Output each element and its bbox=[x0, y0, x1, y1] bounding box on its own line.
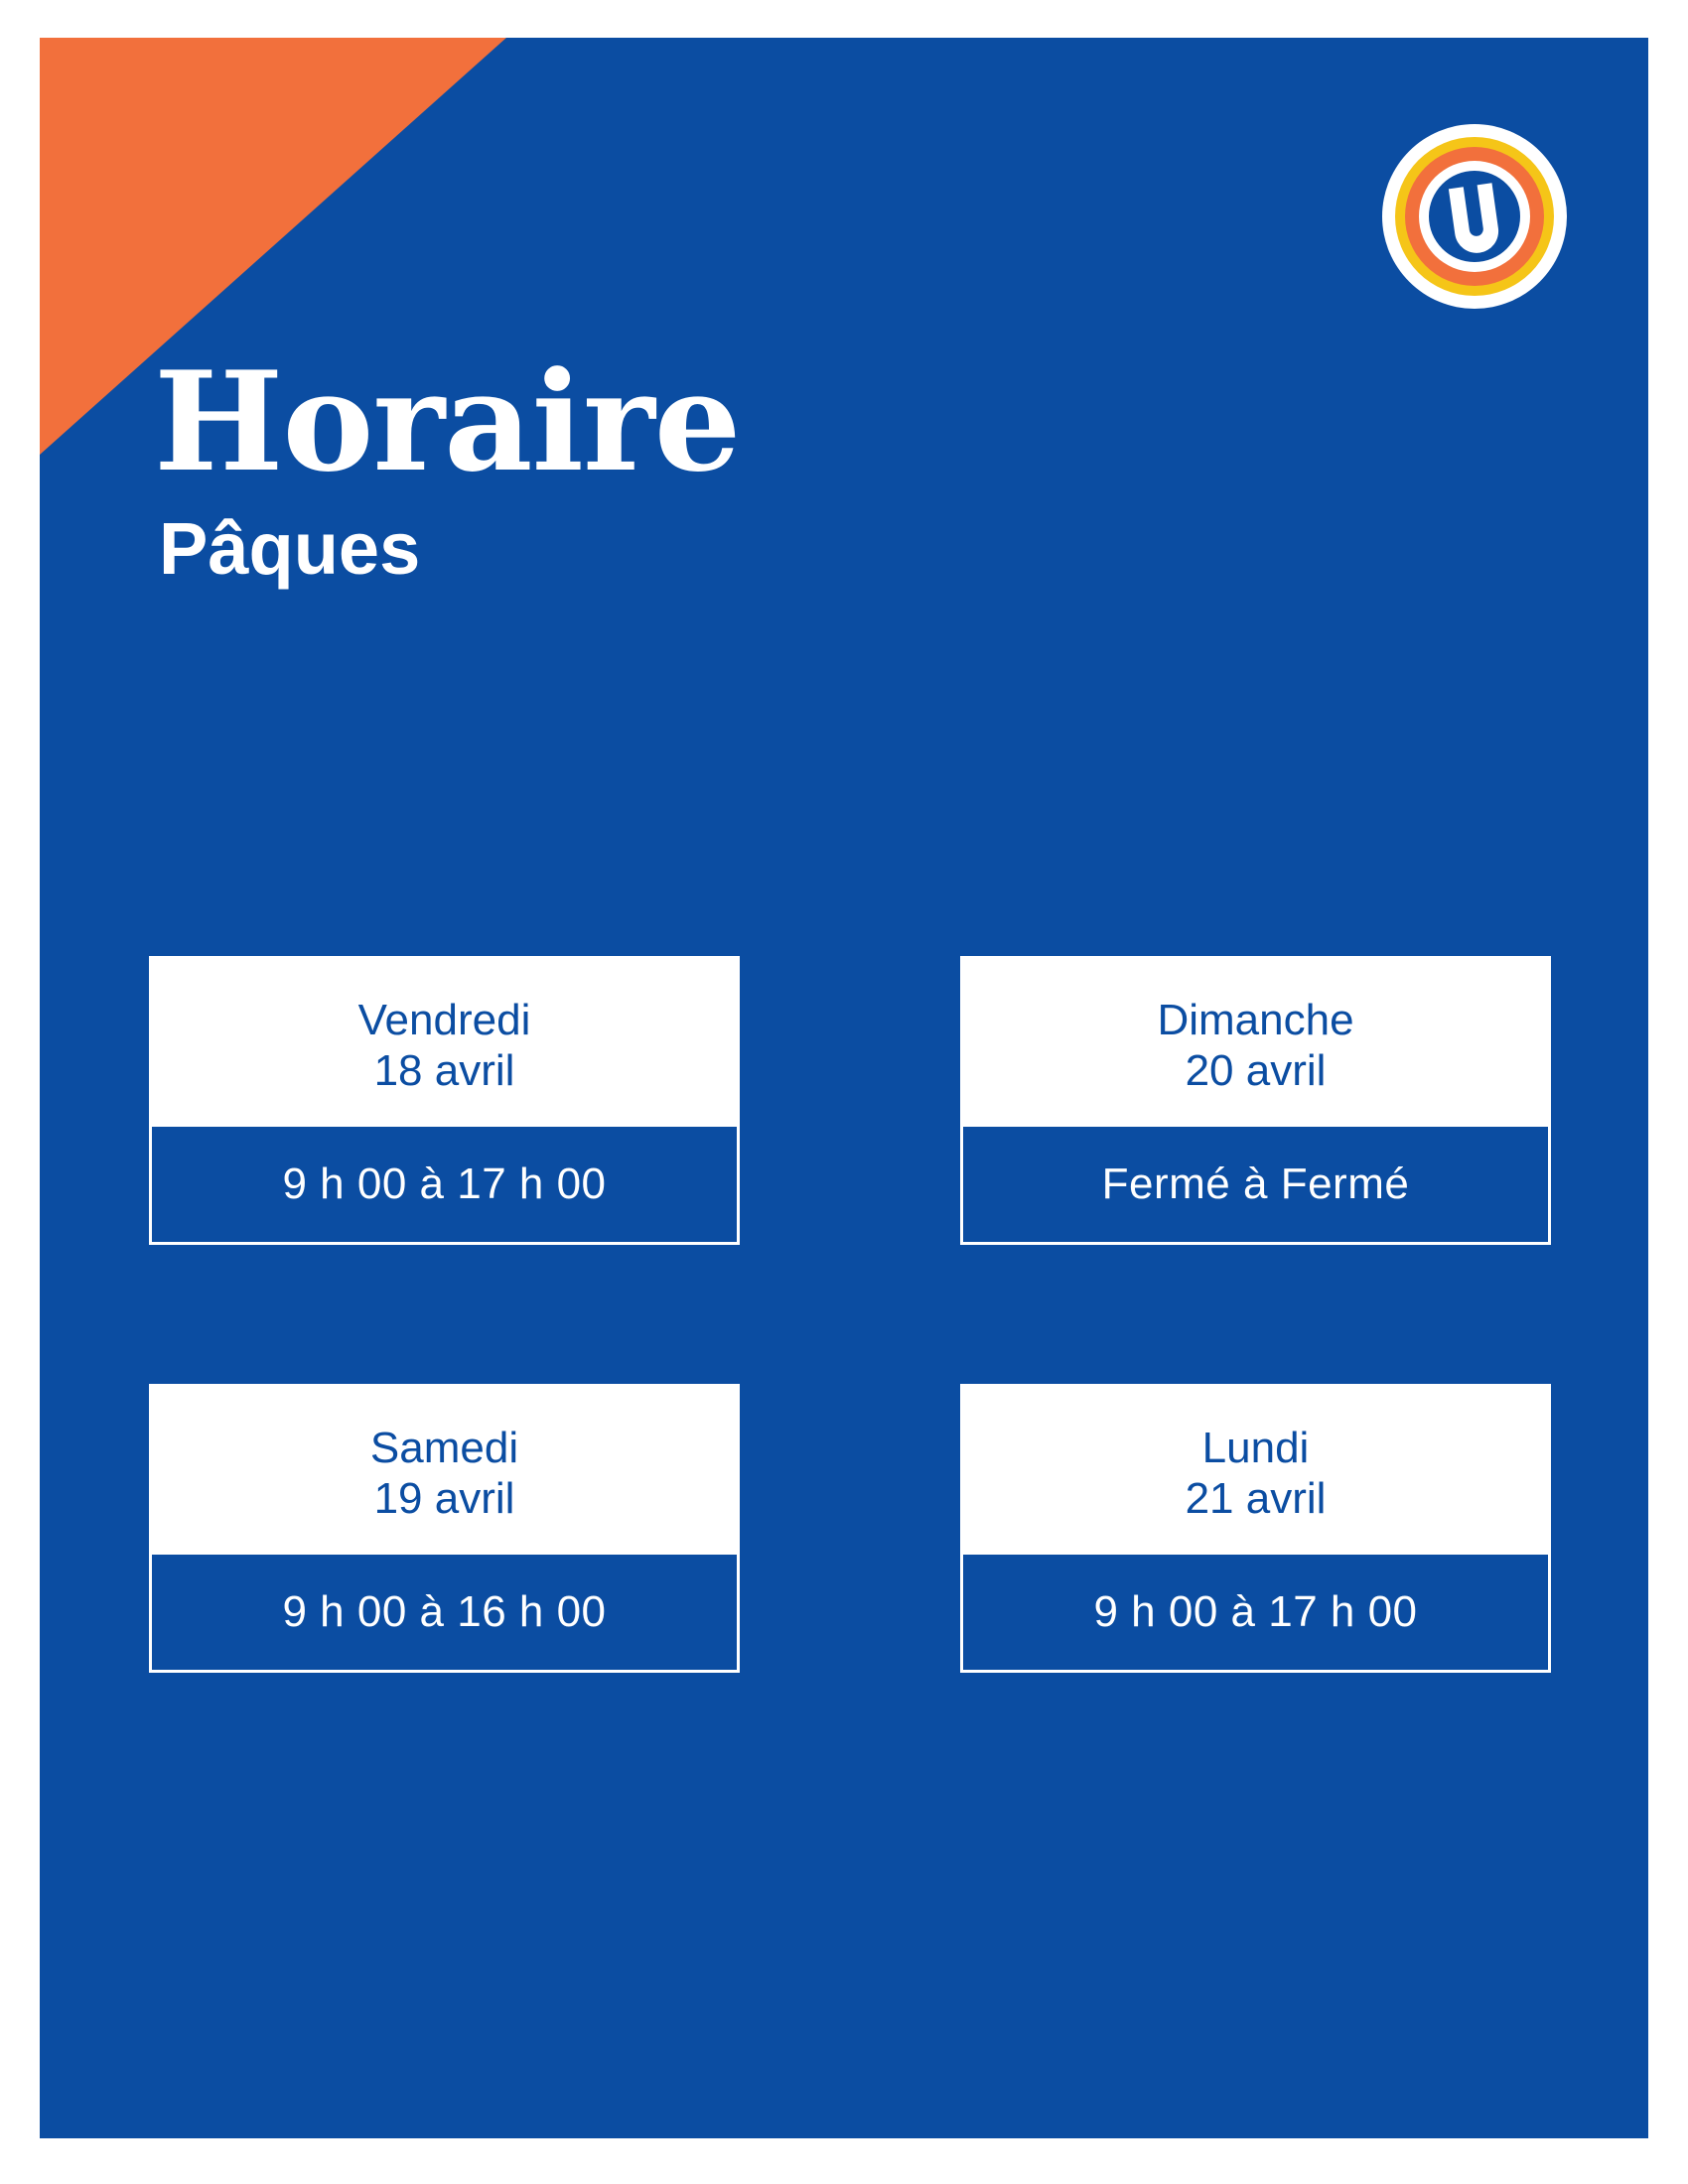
page-subtitle: Pâques bbox=[159, 507, 421, 590]
schedule-date: 20 avril bbox=[1185, 1046, 1327, 1096]
page-title: Horaire bbox=[154, 341, 741, 502]
schedule-date: 21 avril bbox=[1185, 1474, 1327, 1524]
schedule-card-header bbox=[963, 1387, 1548, 1555]
schedule-date: 19 avril bbox=[373, 1474, 515, 1524]
schedule-card-header bbox=[963, 959, 1548, 1127]
schedule-day: Samedi bbox=[369, 1423, 519, 1472]
schedule-hours: 9 h 00 à 17 h 00 bbox=[152, 1127, 737, 1242]
title-block bbox=[154, 341, 741, 590]
schedule-grid bbox=[149, 956, 1559, 1673]
schedule-card bbox=[960, 956, 1551, 1245]
schedule-hours: 9 h 00 à 16 h 00 bbox=[152, 1555, 737, 1670]
schedule-card bbox=[149, 1384, 740, 1673]
schedule-card-header bbox=[152, 1387, 737, 1555]
schedule-card bbox=[960, 1384, 1551, 1673]
schedule-day: Dimanche bbox=[1157, 996, 1354, 1044]
schedule-day: Lundi bbox=[1201, 1423, 1310, 1472]
schedule-card bbox=[149, 956, 740, 1245]
schedule-date: 18 avril bbox=[373, 1046, 515, 1096]
schedule-day: Vendredi bbox=[357, 996, 531, 1044]
schedule-hours: Fermé à Fermé bbox=[963, 1127, 1548, 1242]
poster-canvas bbox=[40, 38, 1648, 2138]
schedule-hours: 9 h 00 à 17 h 00 bbox=[963, 1555, 1548, 1670]
schedule-card-header bbox=[152, 959, 737, 1127]
u-logo bbox=[1380, 122, 1569, 311]
